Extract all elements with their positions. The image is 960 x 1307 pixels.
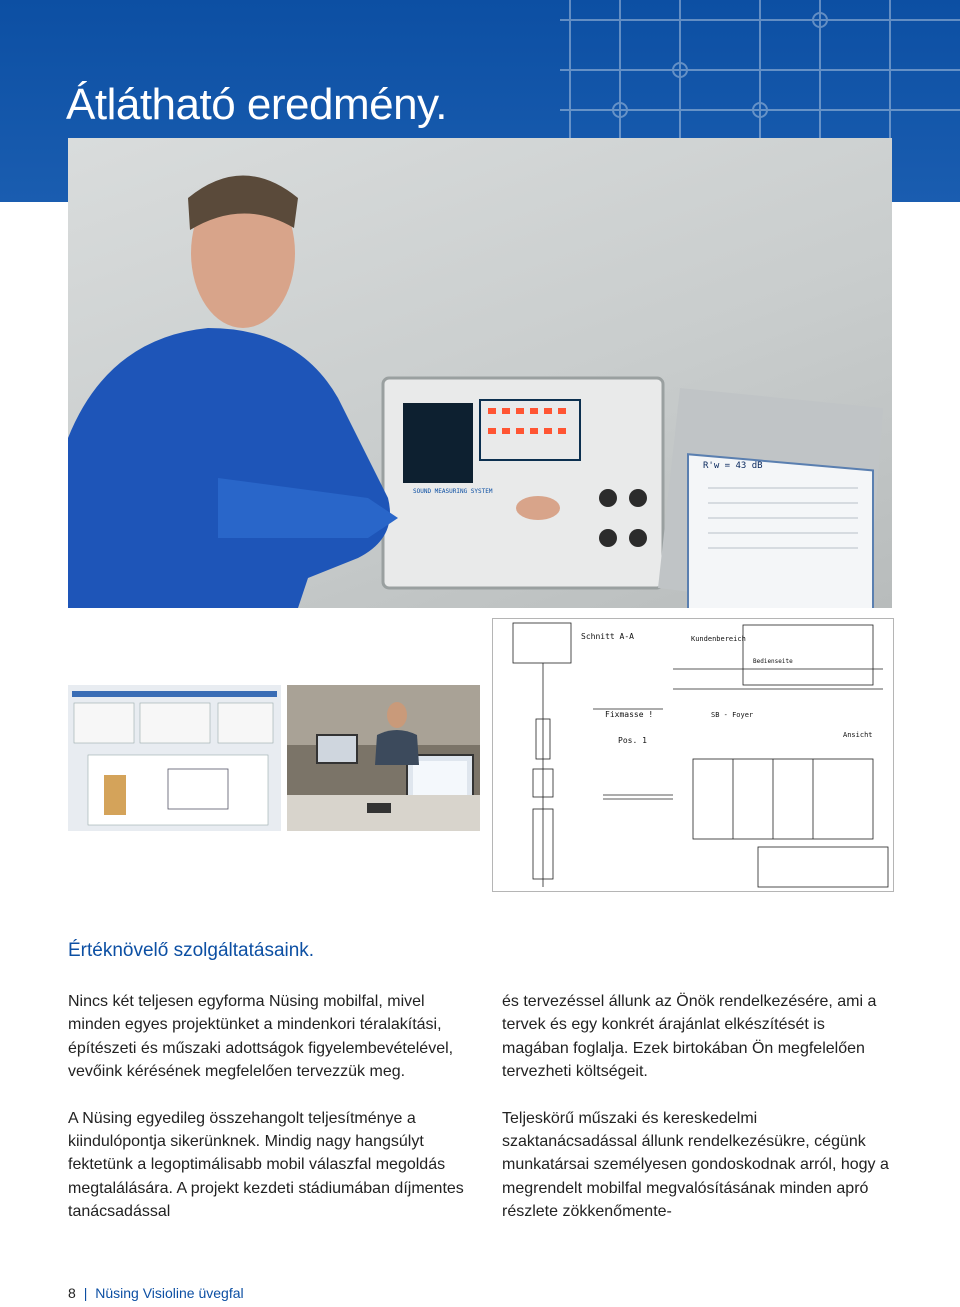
section-heading: Értéknövelő szolgáltatásaink. [68,940,315,961]
hero-illustration [68,138,892,608]
decorative-grid-icon [560,0,960,160]
body-column-left [68,990,468,1247]
svg-text:Schnitt A-A: Schnitt A-A [581,632,634,641]
device-screen-icon [403,403,473,483]
svg-text:Ansicht: Ansicht [843,731,873,739]
body-column-right [502,990,894,1247]
svg-text:Bedienseite: Bedienseite [753,658,793,665]
person-icon [68,328,390,608]
paragraph: A Nüsing egyedileg összehangolt teljesítménye a kiindulópontja sikerünknek. Mindig nagy hangsúlyt fektetünk a legoptimálisabb mobil válaszfal megoldás megtalálására. A projekt kezdeti stádiumában díjmentes tanácsadással [68,1109,464,1221]
svg-text:Fixmasse !: Fixmasse ! [605,710,654,719]
page-title: Átlátható eredmény. [66,80,448,129]
technical-drawing [492,618,894,892]
hero-photo [68,138,892,608]
paragraph: Teljeskörű műszaki és kereskedelmi szaktanácsadással állunk rendelkezésükre, cégünk munkatársai személyesen gondoskodnak arról, hogy a megrendelt mobilfal megvalósításának minden apró részlete zökkenőmente- [502,1109,889,1221]
svg-text:SB - Foyer: SB - Foyer [711,711,754,719]
svg-text:Kundenbereich: Kundenbereich [691,635,746,643]
page-number: 8 [68,1285,76,1301]
paragraph: Nincs két teljesen egyforma Nüsing mobilfal, mivel minden egyes projektünket a mindenkori téralakítási, építészeti és műszaki adottságok figyelembevételével, vevőink kérésének megfelelően tervezzük meg. [68,993,454,1081]
svg-text:SOUND MEASURING SYSTEM: SOUND MEASURING SYSTEM [413,488,493,495]
paragraph: és tervezéssel állunk az Önök rendelkezésére, ami a tervek és egy konkrét árajánlat elkészítését is magában foglalja. Ezek birtokában Ön megfelelően tervezheti költségeit. [502,993,877,1081]
software-screenshot-photo [68,685,281,831]
footer-separator: | [83,1285,88,1301]
page-footer [68,1285,244,1301]
publication-title: Nüsing Visioline üvegfal [95,1285,244,1301]
svg-text:R'w = 43 dB: R'w = 43 dB [703,461,763,471]
svg-text:Pos. 1: Pos. 1 [618,736,647,745]
office-photo [287,685,480,831]
